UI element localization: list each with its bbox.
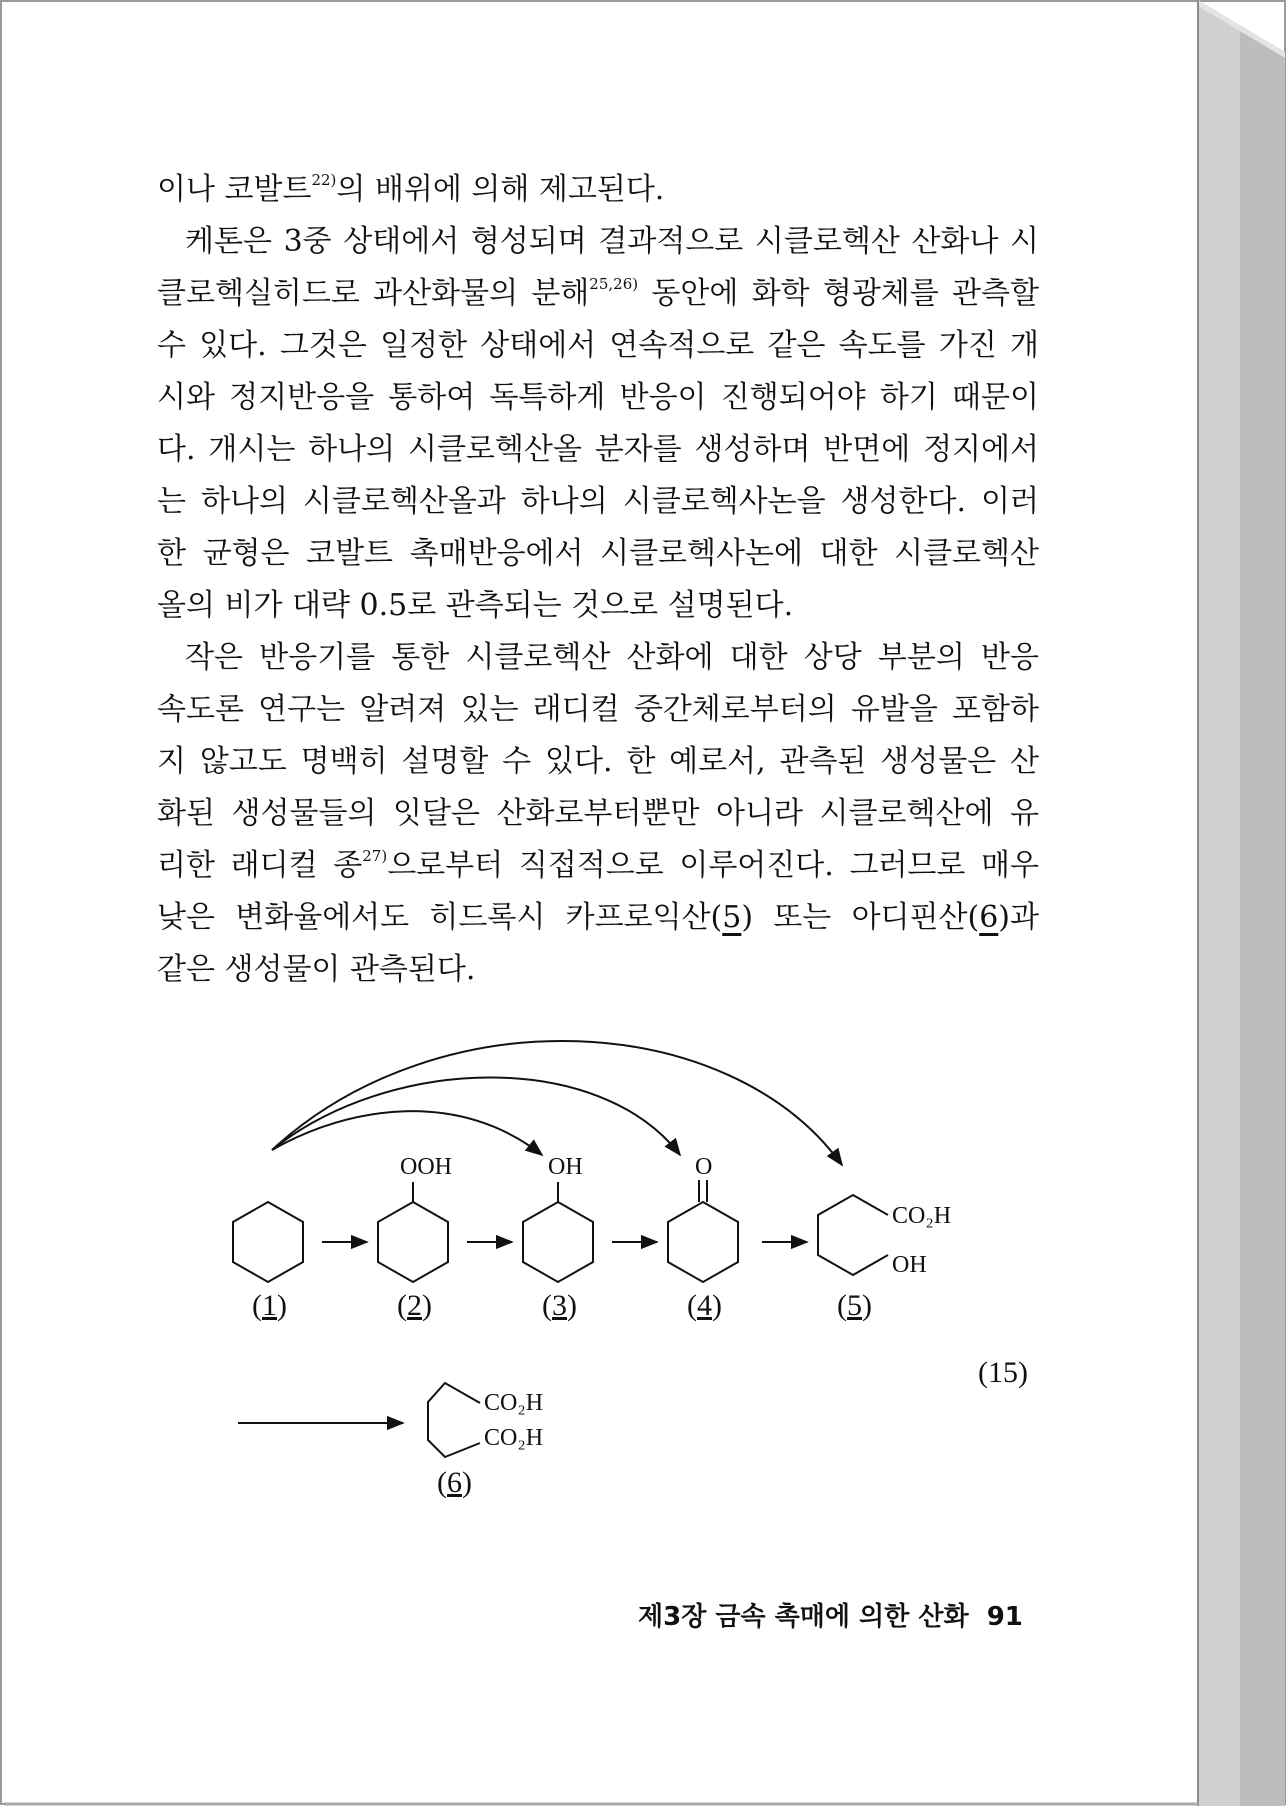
reaction-scheme (200, 1030, 1050, 1500)
curved-arrow-to-4 (272, 1078, 680, 1156)
paragraph-1-line-5: 다. 개시는 하나의 시클로헥산올 분자를 생성하며 반면에 정지에서 (157, 432, 1039, 467)
page-footer (638, 1596, 1023, 1633)
compound-label-2: (2) (397, 1289, 432, 1322)
paragraph-2-line-2: 속도론 연구는 알려져 있는 래디컬 중간체로부터의 유발을 포함하 (157, 692, 1039, 727)
label-ooh: OOH (400, 1154, 452, 1180)
paragraph-1-line-4: 시와 정지반응을 통하여 독특하게 반응이 진행되어야 하기 때문이 (157, 380, 1039, 415)
label-co2h-5: CO₂H (892, 1203, 952, 1229)
cyclohexane-ring-3 (523, 1202, 593, 1282)
citation-ref: 22) (311, 171, 337, 189)
cyclohexane-ring-4 (668, 1202, 738, 1282)
body-text (157, 164, 1039, 996)
label-co2h-6b: CO₂H (484, 1425, 544, 1451)
chapter-title: 제3장 금속 촉매에 의한 산화 (638, 1602, 969, 1632)
label-ketone-o: O (695, 1154, 713, 1180)
paragraph-1-line-3: 수 있다. 그것은 일정한 상태에서 연속적으로 같은 속도를 가진 개 (157, 328, 1039, 363)
paragraph-1-line-1: 케톤은 3중 상태에서 형성되며 결과적으로 시클로헥산 산화나 시 (185, 224, 1039, 259)
chain-6 (428, 1383, 480, 1457)
compound-label-4: (4) (687, 1289, 722, 1322)
paragraph-2-line-1: 작은 반응기를 통한 시클로헥산 산화에 대한 상당 부분의 반응 (185, 640, 1039, 675)
label-co2h-6a: CO₂H (484, 1390, 544, 1416)
equation-number: (15) (978, 1356, 1028, 1389)
paragraph-2-line-3: 지 않고도 명백히 설명할 수 있다. 한 예로서, 관측된 생성물은 산 (157, 744, 1039, 779)
compound-label-1: (1) (252, 1289, 287, 1322)
label-oh-5: OH (892, 1252, 927, 1278)
compound-ref-6: 6 (979, 900, 999, 935)
compound-label-3: (3) (542, 1289, 577, 1322)
label-oh: OH (548, 1154, 583, 1180)
paragraph-2-line-7: 같은 생성물이 관측된다. (157, 952, 476, 987)
paragraph-2-line-5: 리한 래디컬 종$^{27)}$으로부터 직접적으로 이루어진다. 그러므로 매우 (157, 847, 1040, 883)
citation-ref: 25,26) (589, 275, 639, 293)
paragraph-1-line-2: 클로헥실히드로 과산화물의 분해$^{25,26)}$ 동안에 화학 형광체를 관측할 (157, 275, 1039, 311)
paragraph-2-line-4: 화된 생성물들의 잇달은 산화로부터뿐만 아니라 시클로헥산에 유 (157, 796, 1039, 831)
paragraph-1-line-6: 는 하나의 시클로헥산올과 하나의 시클로헥사논을 생성한다. 이러 (157, 484, 1039, 519)
compound-label-5: (5) (837, 1289, 872, 1322)
paragraph-1-line-8: 올의 비가 대략 0.5로 관측되는 것으로 설명된다. (157, 588, 794, 623)
paragraph-2-line-6: 낮은 변화율에서도 히드록시 카프로익산(5) 또는 아디핀산(6)과 (157, 900, 1039, 935)
citation-ref: 27) (362, 847, 388, 865)
page-number: 91 (986, 1602, 1023, 1632)
chain-5 (818, 1195, 888, 1275)
compound-ref-5: 5 (722, 900, 742, 935)
cyclohexane-ring-1 (233, 1202, 303, 1282)
paragraph-0-line-1: 이나 코발트$^{22)}$의 배위에 의해 제고된다. (157, 171, 665, 207)
paragraph-1-line-7: 한 균형은 코발트 촉매반응에서 시클로헥사논에 대한 시클로헥산 (157, 536, 1039, 571)
compound-label-6: (6) (437, 1466, 472, 1499)
curved-arrow-to-5 (272, 1041, 842, 1165)
cyclohexane-ring-2 (378, 1202, 448, 1282)
